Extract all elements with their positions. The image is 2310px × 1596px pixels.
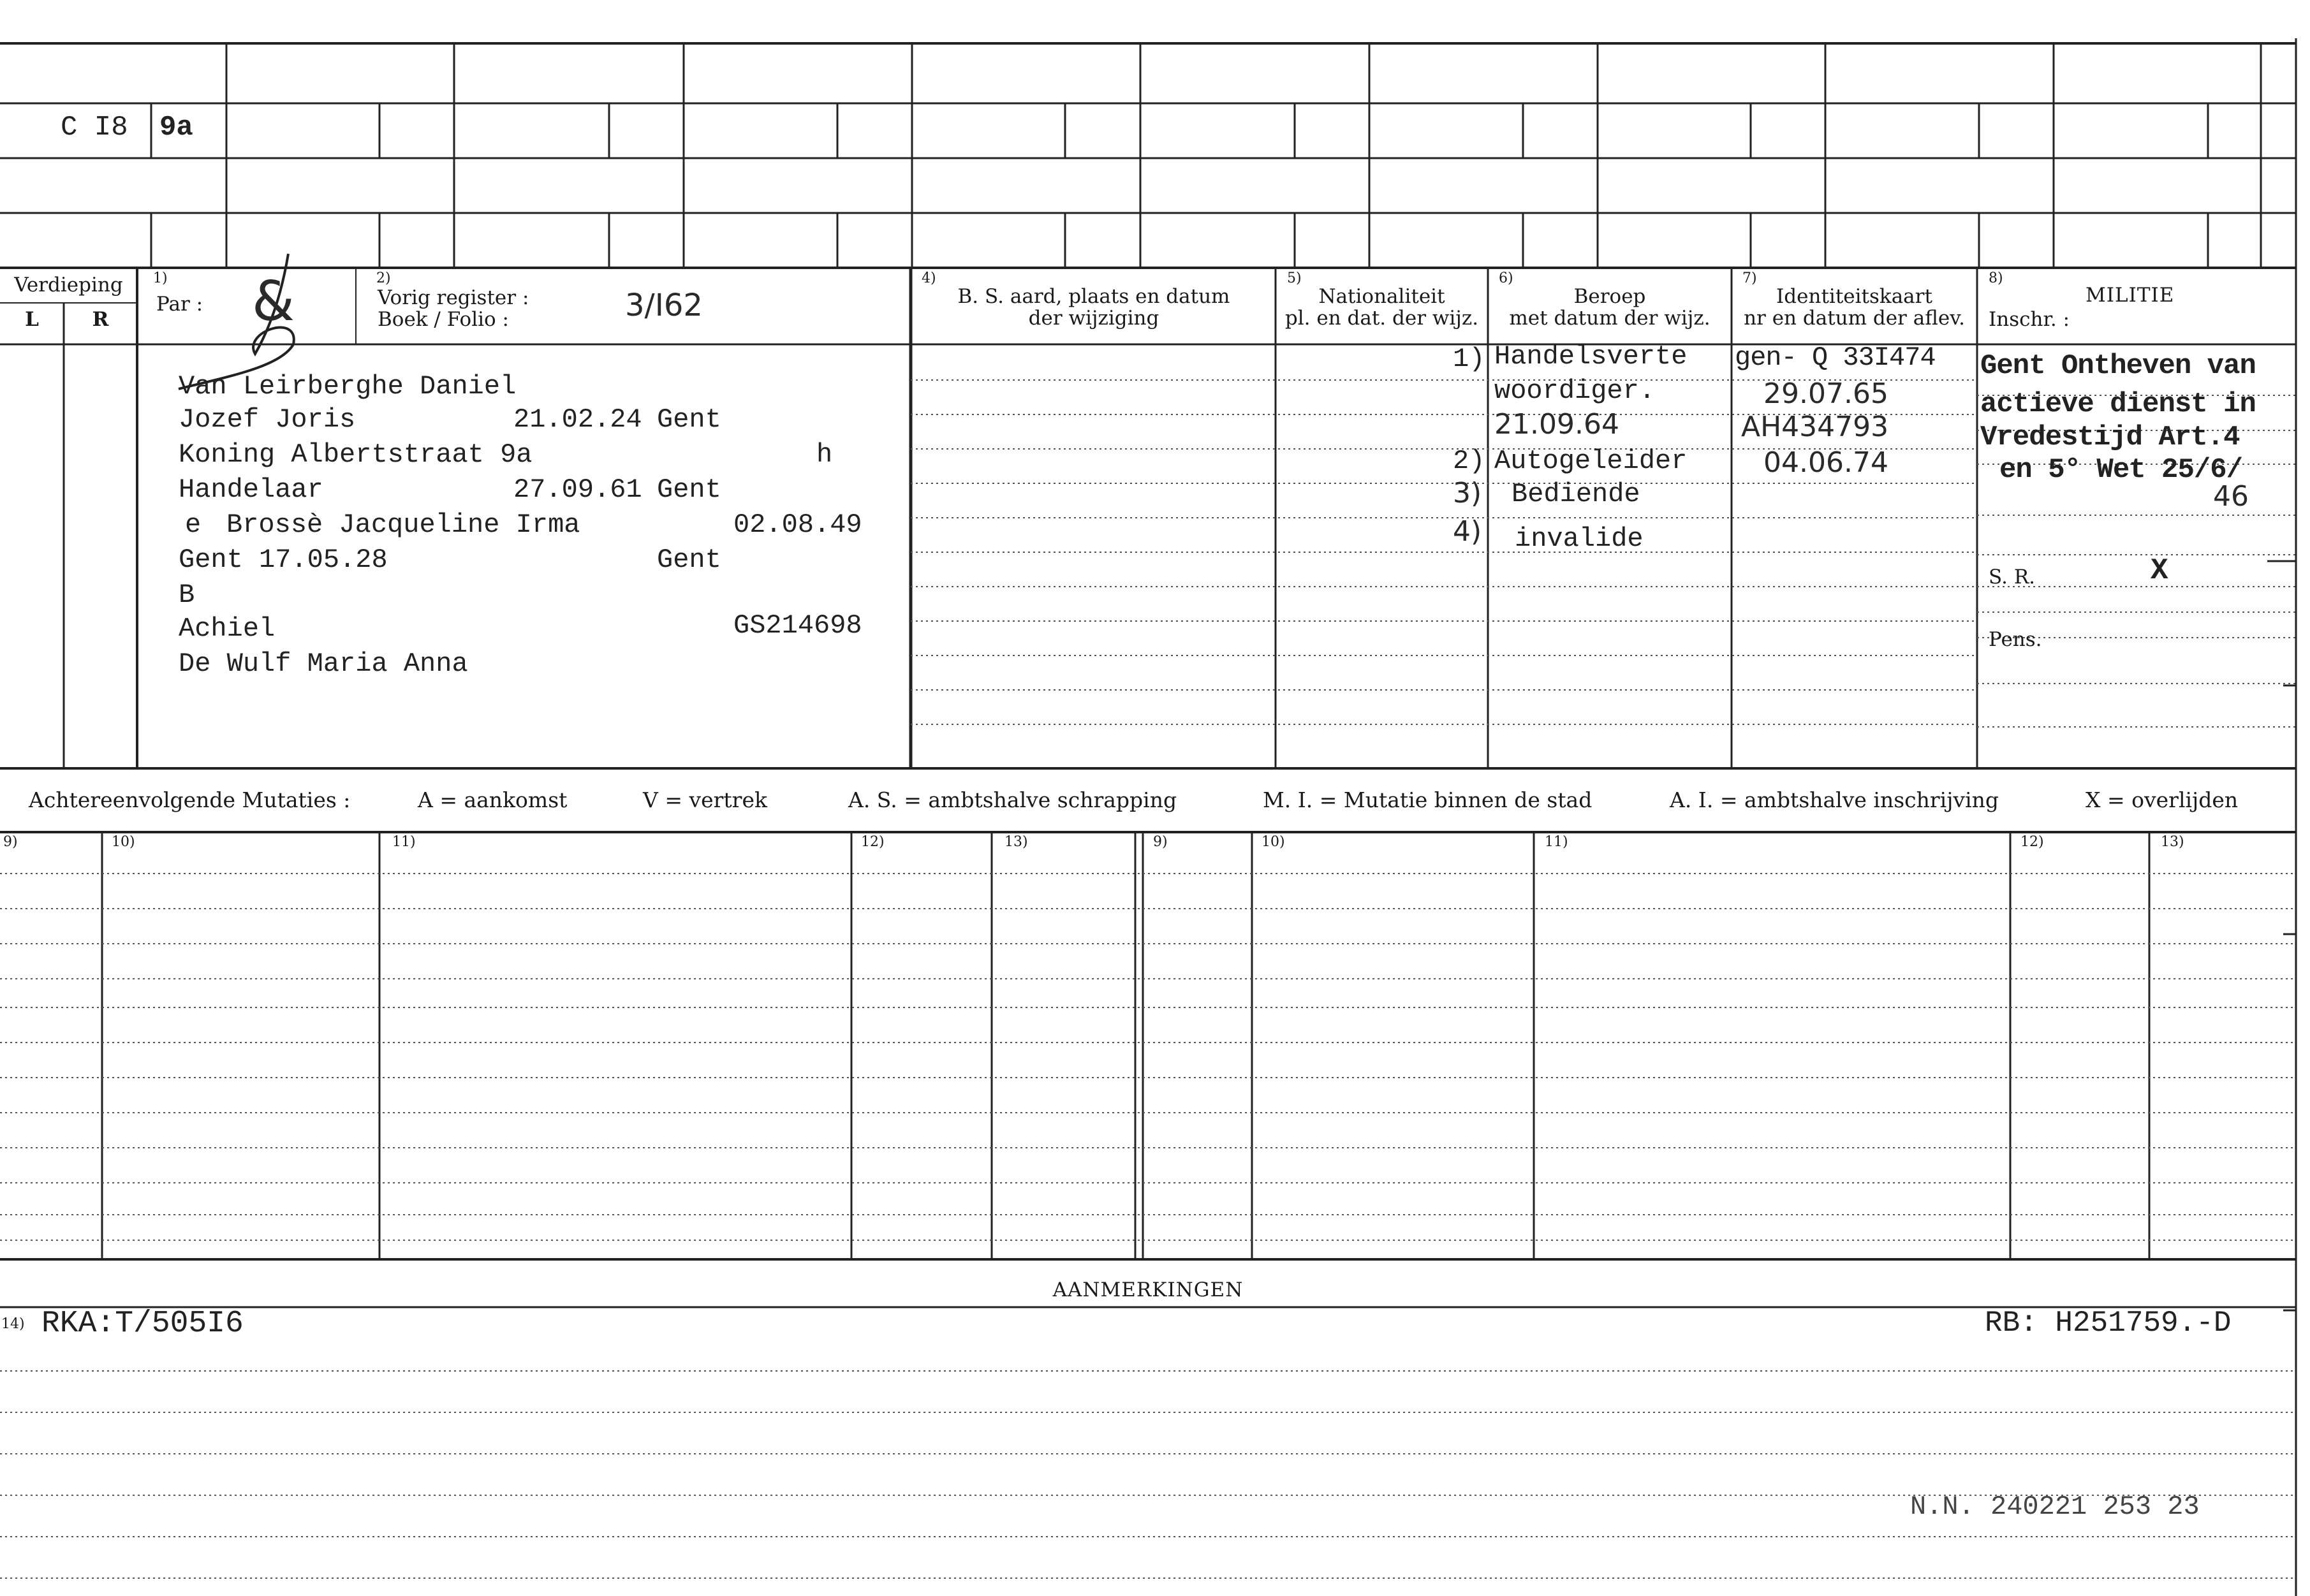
- mut-col-13-b: 13): [2161, 834, 2184, 850]
- nationaliteit-header-line1: Nationaliteit: [1318, 285, 1445, 308]
- person-given-names: Jozef Joris: [179, 404, 356, 435]
- spouse-name: Brossè Jacqueline Irma: [226, 509, 580, 540]
- id-card-line-3: AH434793: [1741, 411, 1889, 443]
- legend-ambtshalve-schrapping: A. S. = ambtshalve schrapping: [848, 787, 1177, 812]
- beroep-marker-1: 1): [1453, 344, 1485, 374]
- boek-folio-label: Boek / Folio :: [378, 308, 509, 331]
- par-handwritten-mark: &: [252, 270, 295, 333]
- vorig-register-label: Vorig register :: [378, 286, 529, 309]
- spouse-place: Gent: [657, 545, 721, 575]
- bs-header-line2: der wijziging: [1028, 307, 1159, 330]
- header-l: L: [25, 308, 39, 331]
- father-name: Achiel: [179, 613, 276, 644]
- header-r: R: [92, 308, 109, 331]
- occupation-date: 27.09.61: [513, 474, 642, 505]
- register-suffix: 9a: [159, 112, 193, 143]
- mother-name: De Wulf Maria Anna: [179, 648, 468, 679]
- rka-reference: RKA:T/505I6: [41, 1307, 244, 1341]
- par-label: Par :: [156, 293, 203, 316]
- mut-col-11-b: 11): [1545, 834, 1568, 850]
- col8-number: 8): [1989, 270, 2003, 286]
- person-surname: Van Leirberghe Daniel: [179, 371, 517, 402]
- col5-number: 5): [1287, 270, 1302, 286]
- register-code: C I8: [61, 112, 128, 143]
- legend-overlijden: X = overlijden: [2086, 787, 2239, 812]
- mut-col-9-b: 9): [1153, 834, 1168, 850]
- nn-number: N.N. 240221 253 23: [1910, 1491, 2200, 1522]
- beroep-header-line1: Beroep: [1573, 285, 1646, 308]
- pens-label: Pens.: [1989, 628, 2042, 651]
- militie-line-4: en 5° Wet 25/6/: [1999, 454, 2243, 486]
- marriage-date: 02.08.49: [733, 509, 862, 540]
- beroep-line-1: Handelsverte: [1494, 341, 1688, 372]
- beroep-line-4: Autogeleider: [1494, 446, 1688, 476]
- id-card-line-2: 29.07.65: [1763, 377, 1888, 410]
- militie-inschr-label: Inschr. :: [1989, 308, 2070, 331]
- person-birth-date: 21.02.24: [513, 404, 642, 435]
- beroep-line-5: Bediende: [1512, 479, 1640, 509]
- spouse-birth: Gent 17.05.28: [179, 545, 388, 575]
- verdieping-header: Verdieping: [14, 274, 123, 297]
- militie-line-2: actieve dienst in: [1980, 388, 2256, 420]
- person-address: Koning Albertstraat 9a: [179, 439, 533, 470]
- sr-label: S. R.: [1989, 566, 2036, 589]
- vorig-register-value: 3/I62: [625, 288, 703, 323]
- col6-number: 6): [1499, 270, 1513, 286]
- address-mark: h: [816, 439, 833, 470]
- beroep-header-line2: met datum der wijz.: [1509, 307, 1710, 330]
- legend-vertrek: V = vertrek: [643, 787, 767, 812]
- father-code: GS214698: [733, 610, 862, 641]
- occupation-place: Gent: [657, 474, 721, 505]
- beroep-line-3: 21.09.64: [1494, 408, 1619, 441]
- mut-col-12-b: 12): [2020, 834, 2044, 850]
- beroep-line-6: invalide: [1515, 523, 1644, 554]
- legend-aankomst: A = aankomst: [418, 787, 568, 812]
- mut-col-13-a: 13): [1004, 834, 1028, 850]
- rb-reference: RB: H251759.-D: [1985, 1307, 2232, 1340]
- mut-col-10-b: 10): [1262, 834, 1285, 850]
- col2-number: 2): [376, 270, 391, 286]
- beroep-line-2: woordiger.: [1494, 376, 1656, 406]
- beroep-marker-4: 4): [1453, 515, 1482, 548]
- col1-number: 1): [153, 270, 168, 286]
- legend-mutatie-binnen: M. I. = Mutatie binnen de stad: [1263, 787, 1593, 812]
- id-card-line-4: 04.06.74: [1763, 446, 1888, 479]
- mut-col-9-a: 9): [3, 834, 18, 850]
- identiteitskaart-header-line1: Identiteitskaart: [1776, 285, 1932, 308]
- mut-col-11-a: 11): [392, 834, 416, 850]
- mutaties-title: Achtereenvolgende Mutaties :: [29, 787, 351, 812]
- beroep-marker-3: 3): [1453, 477, 1482, 509]
- militie-line-3: Vredestijd Art.4: [1980, 421, 2240, 453]
- person-occupation: Handelaar: [179, 474, 323, 505]
- bs-header-line1: B. S. aard, plaats en datum: [957, 285, 1230, 308]
- person-birth-place: Gent: [657, 404, 721, 435]
- identiteitskaart-header-line2: nr en datum der aflev.: [1744, 307, 1965, 330]
- militie-line-5: 46: [2213, 480, 2249, 513]
- militie-header: MILITIE: [2086, 284, 2175, 307]
- id-card-line-1: gen- Q 33I474: [1735, 342, 1936, 373]
- beroep-marker-2: 2): [1453, 446, 1485, 476]
- nationaliteit-header-line2: pl. en dat. der wijz.: [1284, 307, 1479, 330]
- mut-col-12-a: 12): [861, 834, 885, 850]
- legend-ambtshalve-inschrijving: A. I. = ambtshalve inschrijving: [1670, 787, 1999, 812]
- line-b: B: [179, 580, 195, 610]
- aanmerkingen-number: 14): [1, 1316, 25, 1332]
- col4-number: 4): [922, 270, 936, 286]
- col7-number: 7): [1742, 270, 1757, 286]
- mut-col-10-a: 10): [112, 834, 135, 850]
- sr-value: X: [2151, 554, 2168, 587]
- militie-line-1: Gent Ontheven van: [1980, 350, 2256, 382]
- aanmerkingen-title: AANMERKINGEN: [1052, 1278, 1244, 1301]
- spouse-prefix: e: [185, 509, 202, 540]
